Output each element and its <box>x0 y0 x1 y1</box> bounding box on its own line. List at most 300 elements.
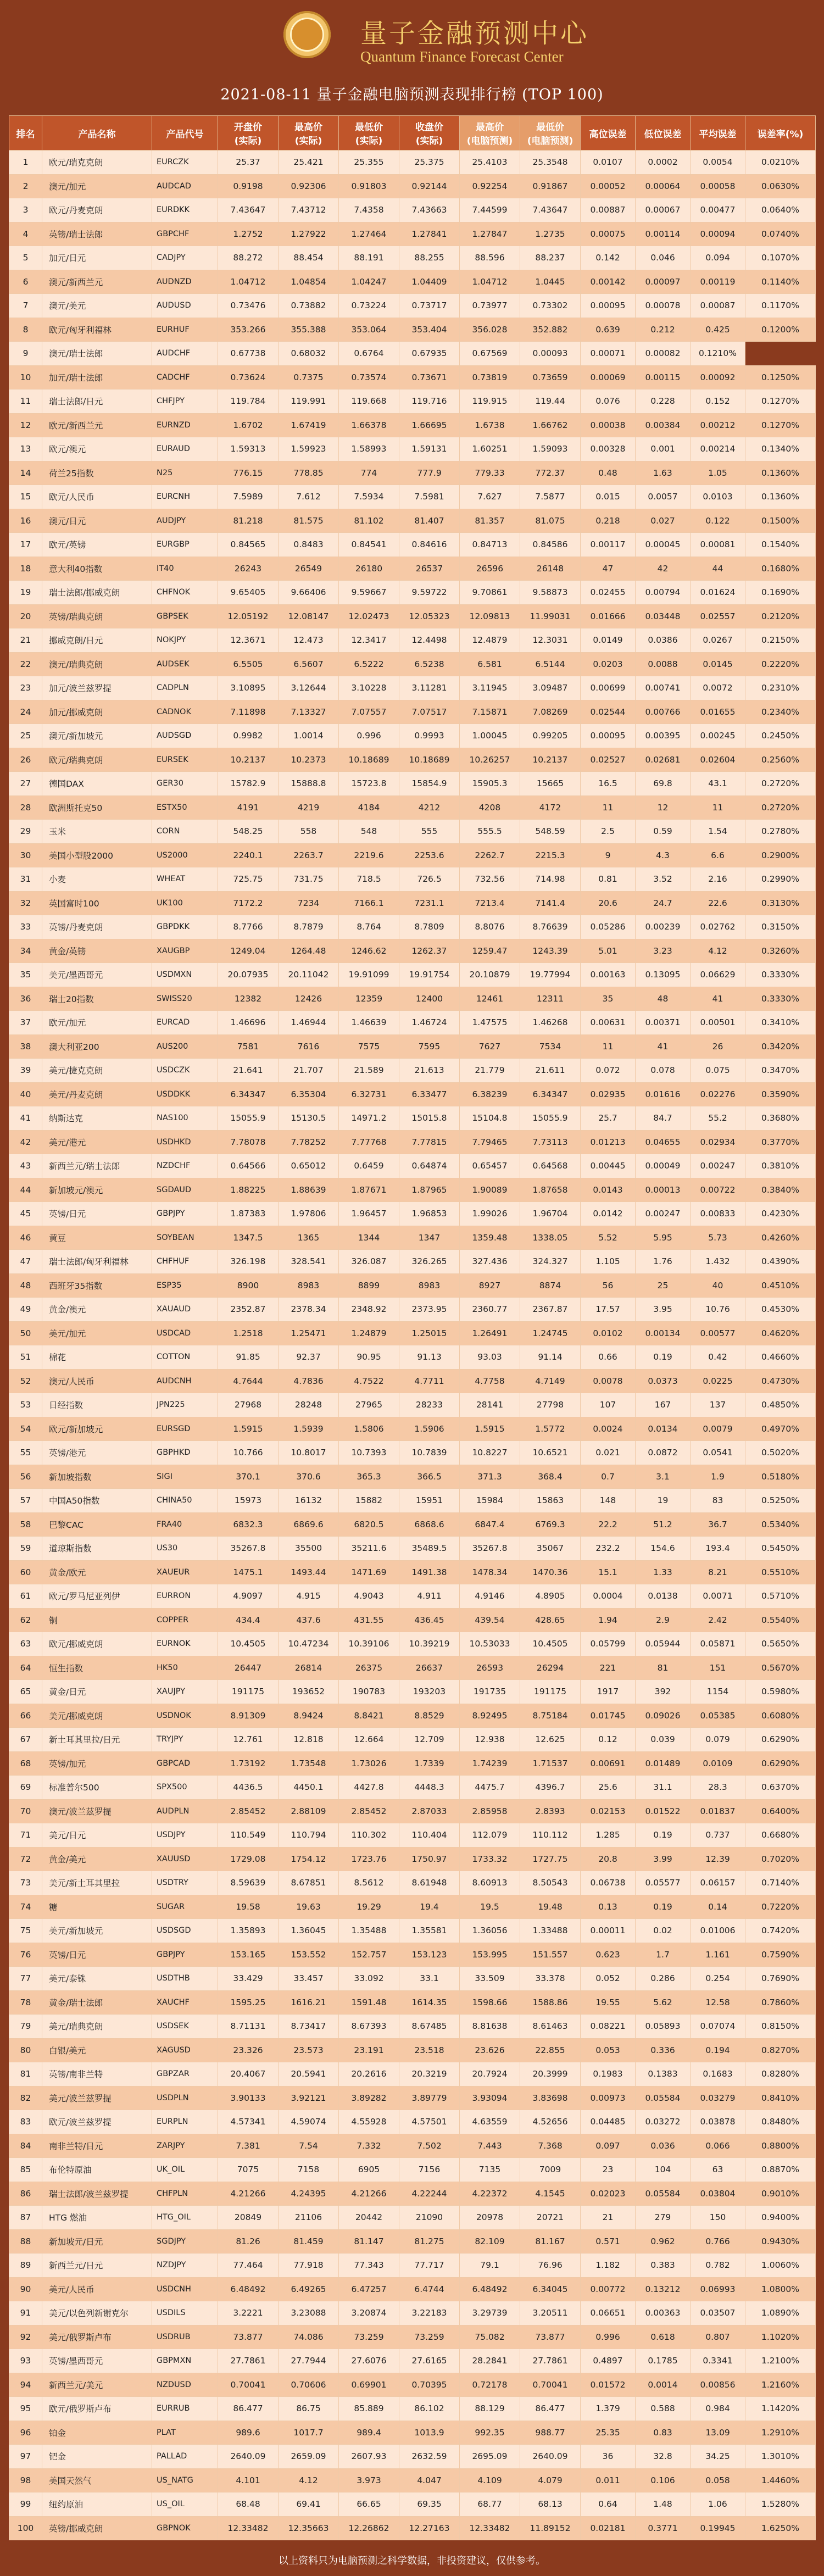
column-header: 最高价 (电脑预测) <box>460 116 520 151</box>
table-cell: 6 <box>9 270 42 294</box>
table-cell: 0.2310% <box>745 676 816 700</box>
table-cell: 190783 <box>339 1680 399 1704</box>
table-cell: 0.0134 <box>636 1417 691 1441</box>
table-cell: 3 <box>9 198 42 222</box>
table-cell: 68.48 <box>218 2492 279 2517</box>
table-cell: USDSGD <box>152 1919 218 1943</box>
table-cell: 2607.93 <box>339 2445 399 2469</box>
table-row <box>9 1751 816 1776</box>
table-cell: 0.05577 <box>636 1871 691 1895</box>
table-cell: 20849 <box>218 2206 279 2230</box>
table-cell: 1262.37 <box>399 939 460 963</box>
table-cell: 7627 <box>460 1034 520 1059</box>
table-cell: 4.9097 <box>218 1584 279 1609</box>
table-cell: 1754.12 <box>279 1847 339 1871</box>
table-cell: GBPCHF <box>152 222 218 246</box>
table-cell: 澳元/加元 <box>42 174 152 198</box>
table-row <box>9 1226 816 1250</box>
table-row <box>9 652 816 676</box>
table-cell: 0.73819 <box>460 365 520 390</box>
table-cell: 20.07935 <box>218 963 279 987</box>
table-cell: 0.01837 <box>691 1799 745 1823</box>
table-cell: 3.52 <box>636 867 691 892</box>
table-cell: 1.59093 <box>520 437 581 461</box>
table-cell: HK50 <box>152 1656 218 1680</box>
table-cell: 27.7944 <box>279 2349 339 2373</box>
table-cell: 0.039 <box>636 1728 691 1752</box>
table-cell: 8874 <box>520 1273 581 1298</box>
company-logo <box>283 11 331 58</box>
table-cell: 47 <box>9 1250 42 1274</box>
table-cell: 88.454 <box>279 246 339 270</box>
table-cell: 5.73 <box>691 1226 745 1250</box>
table-cell: 1478.34 <box>460 1560 520 1584</box>
table-cell: 0.00049 <box>636 1154 691 1178</box>
table-cell: 0.06651 <box>581 2301 636 2325</box>
column-header: 排名 <box>9 116 42 151</box>
table-cell: 1.04409 <box>399 270 460 294</box>
table-cell: 0.2220% <box>745 652 816 676</box>
table-cell: 1.58993 <box>339 437 399 461</box>
table-cell: 1.59313 <box>218 437 279 461</box>
table-cell: 1.67419 <box>279 413 339 437</box>
table-cell: 15863 <box>520 1489 581 1513</box>
table-cell: 167 <box>636 1393 691 1417</box>
table-cell: 1.9 <box>691 1465 745 1489</box>
table-cell: 110.112 <box>520 1823 581 1848</box>
table-cell: 10.47234 <box>279 1632 339 1656</box>
table-cell: 0.00699 <box>581 676 636 700</box>
table-cell: 6.34045 <box>520 2277 581 2301</box>
table-cell: 9.66406 <box>279 581 339 605</box>
table-cell: 英镑/日元 <box>42 1202 152 1226</box>
table-cell: 25.375 <box>399 151 460 175</box>
table-cell: 4.12 <box>279 2468 339 2492</box>
table-cell: 25.4103 <box>460 151 520 175</box>
table-row <box>9 772 816 796</box>
table-cell: 0.066 <box>691 2134 745 2158</box>
table-cell: 糖 <box>42 1895 152 1919</box>
table-cell: 3.2221 <box>218 2301 279 2325</box>
table-cell: 18 <box>9 557 42 581</box>
table-row <box>9 2038 816 2062</box>
table-cell: 88.272 <box>218 246 279 270</box>
table-cell: SGDJPY <box>152 2229 218 2254</box>
table-cell: GBPJPY <box>152 1202 218 1226</box>
table-cell: 35267.8 <box>460 1537 520 1561</box>
table-cell: 4.9146 <box>460 1584 520 1609</box>
table-cell: 2.42 <box>691 1608 745 1632</box>
table-cell: 1616.21 <box>279 1990 339 2015</box>
table-cell: 0.02276 <box>691 1082 745 1106</box>
table-cell: 12.4879 <box>460 628 520 653</box>
table-cell: 5.95 <box>636 1226 691 1250</box>
table-cell: 119.991 <box>279 390 339 414</box>
table-cell: 7.54 <box>279 2134 339 2158</box>
table-cell: 恒生指数 <box>42 1656 152 1680</box>
table-row <box>9 318 816 342</box>
table-cell: 3.23 <box>636 939 691 963</box>
table-cell: 20.3999 <box>520 2062 581 2087</box>
table-cell: 7.5989 <box>218 485 279 509</box>
table-cell: 8.81638 <box>460 2015 520 2039</box>
table-cell: 555 <box>399 820 460 844</box>
table-cell: 12.33482 <box>460 2516 520 2540</box>
table-cell: 1.87658 <box>520 1178 581 1202</box>
table-cell: 澳元/瑞典克朗 <box>42 652 152 676</box>
table-cell: 104 <box>636 2158 691 2182</box>
table-cell: 19.91099 <box>339 963 399 987</box>
table-cell: 777.9 <box>399 461 460 485</box>
table-cell: 0.5980% <box>745 1680 816 1704</box>
table-cell: EURNZD <box>152 413 218 437</box>
table-cell: 55.2 <box>691 1106 745 1131</box>
table-cell: 0.72178 <box>460 2373 520 2397</box>
table-cell: 6.34347 <box>218 1082 279 1106</box>
table-cell: 0.00973 <box>581 2086 636 2110</box>
table-cell: 0.07074 <box>691 2015 745 2039</box>
table-cell: 4.915 <box>279 1584 339 1609</box>
table-cell: 1154 <box>691 1680 745 1704</box>
table-cell: 22.2 <box>581 1512 636 1537</box>
table-cell: 巴黎CAC <box>42 1512 152 1537</box>
table-cell: 1.46944 <box>279 1011 339 1035</box>
table-cell: 0.00363 <box>636 2301 691 2325</box>
table-row <box>9 1823 816 1848</box>
table-cell: 20721 <box>520 2206 581 2230</box>
table-cell: 191735 <box>460 1680 520 1704</box>
table-cell: 353.404 <box>399 318 460 342</box>
table-cell: USDHKD <box>152 1130 218 1154</box>
table-cell: 0.3770% <box>745 1130 816 1154</box>
table-cell: 9.65405 <box>218 581 279 605</box>
table-cell: USDRUB <box>152 2325 218 2349</box>
footer-disclaimer: 以上资料只为电脑预测之科学数据，非投资建议，仅供参考。 <box>9 2546 815 2576</box>
column-header: 最高价 (实际) <box>279 116 339 151</box>
table-cell: 0.588 <box>636 2397 691 2421</box>
table-cell: 65 <box>9 1680 42 1704</box>
table-cell: 1.6702 <box>218 413 279 437</box>
table-cell: 0.212 <box>636 318 691 342</box>
table-cell: 0.73977 <box>460 294 520 318</box>
table-cell: 4.079 <box>520 2468 581 2492</box>
table-cell: 0.5540% <box>745 1608 816 1632</box>
table-cell: 10 <box>9 365 42 390</box>
table-cell: GBPDKK <box>152 915 218 939</box>
table-cell: 0.09026 <box>636 1704 691 1728</box>
table-cell: 1365 <box>279 1226 339 1250</box>
table-cell: 1.26491 <box>460 1321 520 1345</box>
table-cell: 11 <box>9 390 42 414</box>
table-row <box>9 1417 816 1441</box>
table-cell: 26447 <box>218 1656 279 1680</box>
table-cell: COPPER <box>152 1608 218 1632</box>
table-cell: 0.0149 <box>581 628 636 653</box>
table-cell: 瑞士法郎/波兰兹罗提 <box>42 2182 152 2206</box>
table-cell: 0.00082 <box>636 342 691 366</box>
table-cell: EURCZK <box>152 151 218 175</box>
table-cell: 新西兰元/瑞士法郎 <box>42 1154 152 1178</box>
table-cell: 0.00142 <box>581 270 636 294</box>
table-cell: 欧元/新加坡元 <box>42 1417 152 1441</box>
table-cell: 0.152 <box>691 390 745 414</box>
table-row <box>9 1011 816 1035</box>
table-cell: EURRON <box>152 1584 218 1609</box>
table-cell: 0.84541 <box>339 533 399 557</box>
table-cell: 1.46268 <box>520 1011 581 1035</box>
table-cell: 1 <box>9 151 42 175</box>
table-cell: 6.5505 <box>218 652 279 676</box>
table-cell: 0.67569 <box>460 342 520 366</box>
table-cell: 1.379 <box>581 2397 636 2421</box>
table-cell: 1.35581 <box>399 1919 460 1943</box>
table-cell: 20 <box>9 604 42 628</box>
table-cell: 4.21266 <box>218 2182 279 2206</box>
table-cell: 10.7393 <box>339 1441 399 1465</box>
table-cell: 74.086 <box>279 2325 339 2349</box>
table-cell: 71 <box>9 1823 42 1848</box>
table-cell: 中国A50指数 <box>42 1489 152 1513</box>
table-cell: 0.00856 <box>691 2373 745 2397</box>
table-row <box>9 2492 816 2517</box>
table-cell: 4.1545 <box>520 2182 581 2206</box>
table-cell: 0.0102 <box>581 1321 636 1345</box>
table-cell: 欧元/波兰兹罗提 <box>42 2110 152 2134</box>
table-cell: 0.1360% <box>745 485 816 509</box>
table-cell: 1.04854 <box>279 270 339 294</box>
table-cell: 0.8870% <box>745 2158 816 2182</box>
table-cell: 0.65457 <box>460 1154 520 1178</box>
table-cell: 英镑/墨西哥元 <box>42 2349 152 2373</box>
table-cell: 0.06738 <box>581 1871 636 1895</box>
table-cell: 27 <box>9 772 42 796</box>
table-cell: 0.3771 <box>636 2516 691 2540</box>
table-cell: 26537 <box>399 557 460 581</box>
table-cell: 30 <box>9 843 42 867</box>
table-row <box>9 1369 816 1393</box>
table-cell: 7.43647 <box>218 198 279 222</box>
table-cell: 2240.1 <box>218 843 279 867</box>
table-cell: 0.00064 <box>636 174 691 198</box>
table-cell: 7234 <box>279 891 339 915</box>
table-cell: 13.09 <box>691 2421 745 2445</box>
table-cell: 7.44599 <box>460 198 520 222</box>
table-cell: 191175 <box>520 1680 581 1704</box>
table-cell: 0.69901 <box>339 2373 399 2397</box>
table-cell: 1.5915 <box>460 1417 520 1441</box>
table-row <box>9 1130 816 1154</box>
table-cell: 0.097 <box>581 2134 636 2158</box>
table-cell: 0.00067 <box>636 198 691 222</box>
table-cell: 64 <box>9 1656 42 1680</box>
table-cell: 2640.09 <box>218 2445 279 2469</box>
table-cell: 44 <box>9 1178 42 1202</box>
table-cell: 58 <box>9 1512 42 1537</box>
table-cell: 新西兰元/美元 <box>42 2373 152 2397</box>
table-cell: 353.064 <box>339 318 399 342</box>
table-cell: 0.1270% <box>745 413 816 437</box>
table-cell: 12.26862 <box>339 2516 399 2540</box>
table-cell: 49 <box>9 1298 42 1322</box>
table-cell: 2378.34 <box>279 1298 339 1322</box>
table-cell: 0.4230% <box>745 1202 816 1226</box>
table-cell: 1.94 <box>581 1608 636 1632</box>
table-cell: 0.3470% <box>745 1059 816 1083</box>
table-cell: 8899 <box>339 1273 399 1298</box>
table-cell: 0.0071 <box>691 1584 745 1609</box>
table-cell: FRA40 <box>152 1512 218 1537</box>
table-cell: 0.19 <box>636 1823 691 1848</box>
table-row <box>9 270 816 294</box>
table-row <box>9 987 816 1011</box>
table-cell: 50 <box>9 1321 42 1345</box>
table-cell: 0.076 <box>581 390 636 414</box>
table-cell: 85.889 <box>339 2397 399 2421</box>
table-cell: 12.27163 <box>399 2516 460 2540</box>
table-cell: 15130.5 <box>279 1106 339 1131</box>
table-cell: 0.0740% <box>745 222 816 246</box>
table-cell: 1.0445 <box>520 270 581 294</box>
table-row <box>9 2229 816 2254</box>
table-cell: 纽约原油 <box>42 2492 152 2517</box>
table-cell: 欧元/英镑 <box>42 533 152 557</box>
table-cell: 7.381 <box>218 2134 279 2158</box>
table-cell: 370.6 <box>279 1465 339 1489</box>
table-cell: 16.5 <box>581 772 636 796</box>
table-cell: 4.55928 <box>339 2110 399 2134</box>
table-cell: 1591.48 <box>339 1990 399 2015</box>
table-cell: 0.078 <box>636 1059 691 1083</box>
table-cell: 1750.97 <box>399 1847 460 1871</box>
table-row <box>9 1059 816 1083</box>
table-cell: 22.6 <box>691 891 745 915</box>
table-cell: 5 <box>9 246 42 270</box>
table-cell: 1.1020% <box>745 2325 816 2349</box>
table-cell: 4.7711 <box>399 1369 460 1393</box>
table-cell: 0.2990% <box>745 867 816 892</box>
table-cell: 35067 <box>520 1537 581 1561</box>
table-cell: 726.5 <box>399 867 460 892</box>
table-cell: 欧元/新西兰元 <box>42 413 152 437</box>
table-cell: 12 <box>9 413 42 437</box>
table-cell: 1.59131 <box>399 437 460 461</box>
table-cell: 美元/新加坡元 <box>42 1919 152 1943</box>
table-cell: 73.259 <box>339 2325 399 2349</box>
table-cell: 61 <box>9 1584 42 1609</box>
table-cell: 0.8800% <box>745 2134 816 2158</box>
table-cell: AUDCNH <box>152 1369 218 1393</box>
table-cell: 1347.5 <box>218 1226 279 1250</box>
column-header: 产品名称 <box>42 116 152 151</box>
table-cell: 88.255 <box>399 246 460 270</box>
table-cell: 46 <box>9 1226 42 1250</box>
table-cell: 0.9400% <box>745 2206 816 2230</box>
table-cell: 12.3671 <box>218 628 279 653</box>
table-cell: 43 <box>9 1154 42 1178</box>
table-cell: 2348.92 <box>339 1298 399 1322</box>
table-cell: 8.8529 <box>399 1704 460 1728</box>
table-cell: 7.502 <box>399 2134 460 2158</box>
table-cell: 2640.09 <box>520 2445 581 2469</box>
table-cell: 0.02181 <box>581 2516 636 2540</box>
table-cell: 0.383 <box>636 2254 691 2278</box>
table-cell: 69.35 <box>399 2492 460 2517</box>
table-cell: 0.2720% <box>745 772 816 796</box>
table-cell: 779.33 <box>460 461 520 485</box>
table-cell: 0.00134 <box>636 1321 691 1345</box>
table-cell: 119.915 <box>460 390 520 414</box>
table-cell: 4.59074 <box>279 2110 339 2134</box>
table-cell: 7.13327 <box>279 700 339 724</box>
table-cell: 黄金/欧元 <box>42 1560 152 1584</box>
table-cell: 77.918 <box>279 2254 339 2278</box>
table-row <box>9 581 816 605</box>
table-cell: 英镑/港元 <box>42 1441 152 1465</box>
table-cell: 191175 <box>218 1680 279 1704</box>
table-cell: 0.6459 <box>339 1154 399 1178</box>
table-cell: 3.11281 <box>399 676 460 700</box>
table-cell: 加元/挪威克朗 <box>42 700 152 724</box>
table-cell: 1723.76 <box>339 1847 399 1871</box>
table-cell: 1259.47 <box>460 939 520 963</box>
table-cell: 0.4390% <box>745 1250 816 1274</box>
table-cell: 7.15871 <box>460 700 520 724</box>
table-cell: 0.6290% <box>745 1728 816 1752</box>
table-cell: 4 <box>9 222 42 246</box>
table-cell: 3.20511 <box>520 2301 581 2325</box>
table-cell: HTG 燃油 <box>42 2206 152 2230</box>
table-cell: 92.37 <box>279 1345 339 1370</box>
table-cell: 35 <box>581 987 636 1011</box>
table-cell: 美国天然气 <box>42 2468 152 2492</box>
table-cell: CADCHF <box>152 365 218 390</box>
table-cell: 1.35488 <box>339 1919 399 1943</box>
table-cell: 0.336 <box>636 2038 691 2062</box>
table-cell: 0.0640% <box>745 198 816 222</box>
table-cell: 0.015 <box>581 485 636 509</box>
table-cell: 110.302 <box>339 1823 399 1848</box>
table-cell: 12.4498 <box>399 628 460 653</box>
table-cell: 1243.39 <box>520 939 581 963</box>
table-cell: 4448.3 <box>399 1776 460 1800</box>
table-cell: 4427.8 <box>339 1776 399 1800</box>
table-cell: 标准普尔500 <box>42 1776 152 1800</box>
table-cell: 4172 <box>520 795 581 820</box>
table-cell: 1.04712 <box>218 270 279 294</box>
table-cell: CORN <box>152 820 218 844</box>
table-cell: 35489.5 <box>399 1537 460 1561</box>
table-cell: 4.101 <box>218 2468 279 2492</box>
table-cell: 23.191 <box>339 2038 399 2062</box>
table-cell: 95 <box>9 2397 42 2421</box>
table-cell: 7.08269 <box>520 700 581 724</box>
table-cell: 327.436 <box>460 1250 520 1274</box>
table-cell: ESP35 <box>152 1273 218 1298</box>
table-cell: 0.0872 <box>636 1441 691 1465</box>
table-cell: GBPSEK <box>152 604 218 628</box>
table-cell: 1.5906 <box>399 1417 460 1441</box>
table-cell: 铂金 <box>42 2421 152 2445</box>
table-cell: AUDJPY <box>152 509 218 533</box>
table-cell: 8.7766 <box>218 915 279 939</box>
table-cell: 33 <box>9 915 42 939</box>
table-cell: 31 <box>9 867 42 892</box>
table-cell: 0.0054 <box>691 151 745 175</box>
table-cell: 0.02527 <box>581 748 636 772</box>
table-cell: 88.191 <box>339 246 399 270</box>
table-cell: 26148 <box>520 557 581 581</box>
table-cell: 2.9 <box>636 1608 691 1632</box>
